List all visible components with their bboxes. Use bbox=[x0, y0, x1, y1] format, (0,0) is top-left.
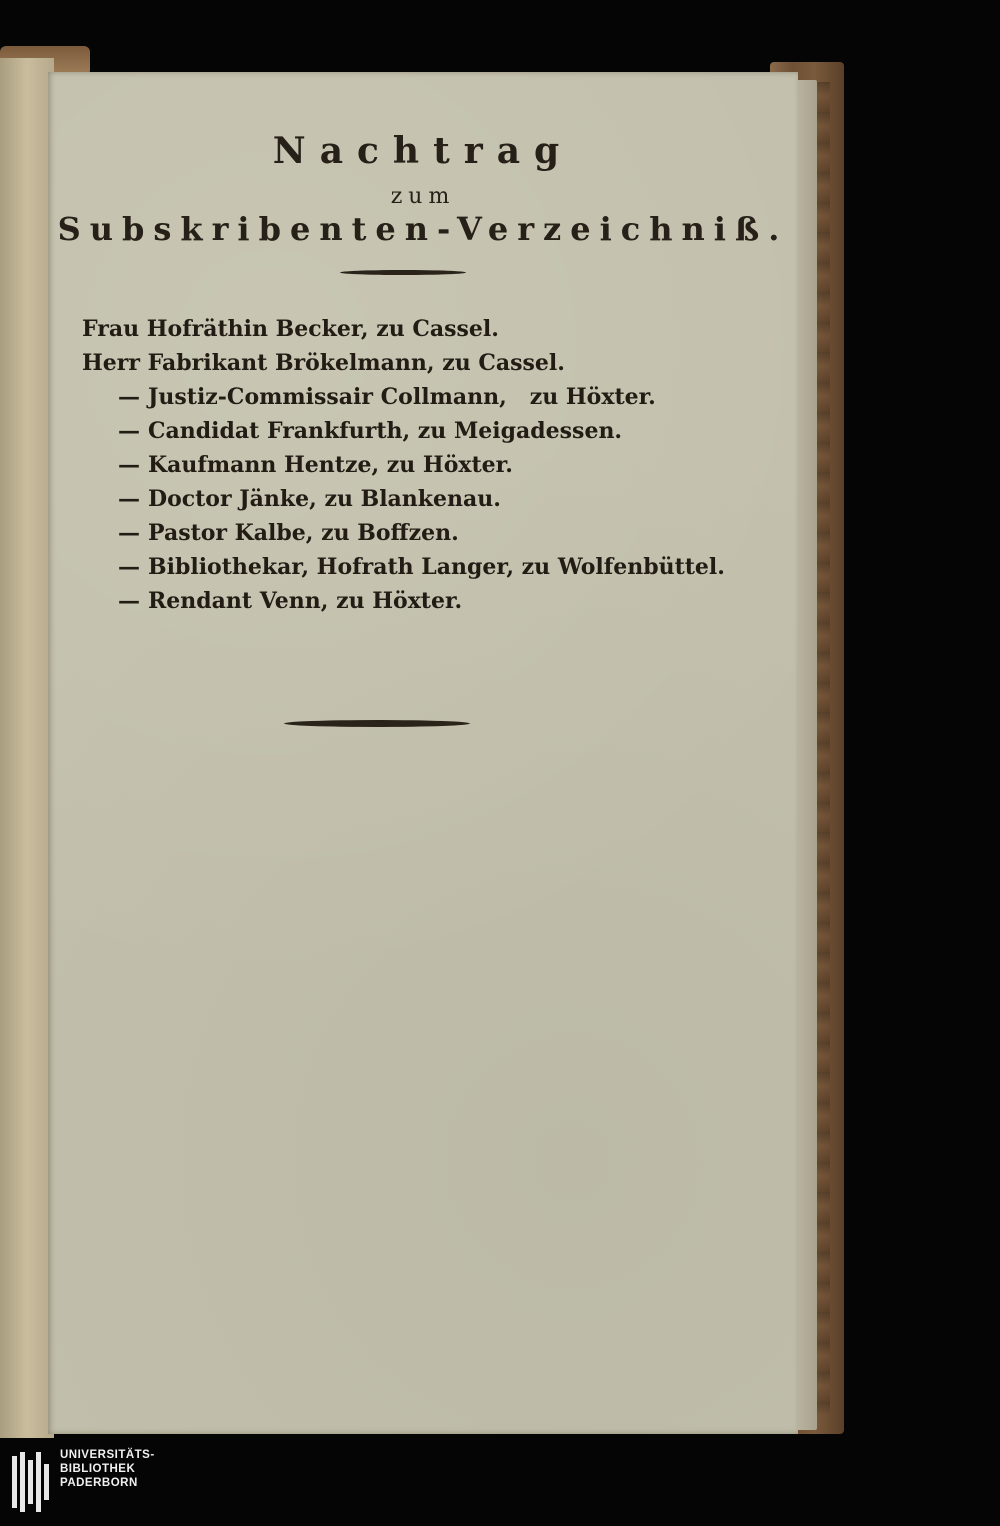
entry-text: Rendant Venn, zu Höxter. bbox=[148, 588, 463, 614]
list-item bbox=[82, 584, 782, 618]
list-item bbox=[82, 516, 782, 550]
page-title: Nachtrag bbox=[272, 130, 574, 172]
page-subtitle-small: zum bbox=[390, 184, 456, 209]
list-item bbox=[82, 312, 782, 346]
entry-text: Bibliothekar, Hofrath Langer, zu Wolfenbüttel. bbox=[148, 554, 725, 580]
entry-text: Frau Hofräthin Becker, zu Cassel. bbox=[82, 316, 499, 342]
decorative-rule-top bbox=[340, 270, 466, 275]
library-logo-icon bbox=[10, 1450, 54, 1514]
subscriber-list bbox=[82, 312, 782, 618]
logo-line-2: BIBLIOTHEK bbox=[60, 1463, 136, 1475]
entry-text: Justiz-Commissair Collmann, zu Höxter. bbox=[148, 384, 656, 410]
library-logo bbox=[8, 1446, 168, 1518]
entry-text: Doctor Jänke, zu Blankenau. bbox=[148, 486, 501, 512]
list-item bbox=[82, 380, 782, 414]
library-logo-text bbox=[60, 1448, 155, 1490]
entry-text: Kaufmann Hentze, zu Höxter. bbox=[148, 452, 513, 478]
entry-dash: — bbox=[118, 486, 140, 512]
book-page bbox=[48, 72, 798, 1434]
list-item bbox=[82, 346, 782, 380]
decorative-rule-bottom bbox=[284, 720, 470, 727]
list-item bbox=[82, 482, 782, 516]
entry-text: Candidat Frankfurth, zu Meigadessen. bbox=[148, 418, 623, 444]
entry-dash: — bbox=[118, 520, 140, 546]
entry-dash: — bbox=[118, 588, 140, 614]
list-item bbox=[82, 414, 782, 448]
page-subtitle: Subskribenten-Verzeichniß. bbox=[57, 210, 789, 248]
list-item bbox=[82, 550, 782, 584]
entry-dash: — bbox=[118, 452, 140, 478]
logo-line-1: UNIVERSITÄTS- bbox=[60, 1449, 155, 1461]
left-page-edge bbox=[0, 58, 54, 1438]
logo-line-3: PADERBORN bbox=[60, 1477, 138, 1489]
entry-dash: — bbox=[118, 418, 140, 444]
list-item bbox=[82, 448, 782, 482]
entry-text: Herr Fabrikant Brökelmann, zu Cassel. bbox=[82, 350, 565, 376]
entry-dash: — bbox=[118, 384, 140, 410]
entry-dash: — bbox=[118, 554, 140, 580]
entry-text: Pastor Kalbe, zu Boffzen. bbox=[148, 520, 459, 546]
